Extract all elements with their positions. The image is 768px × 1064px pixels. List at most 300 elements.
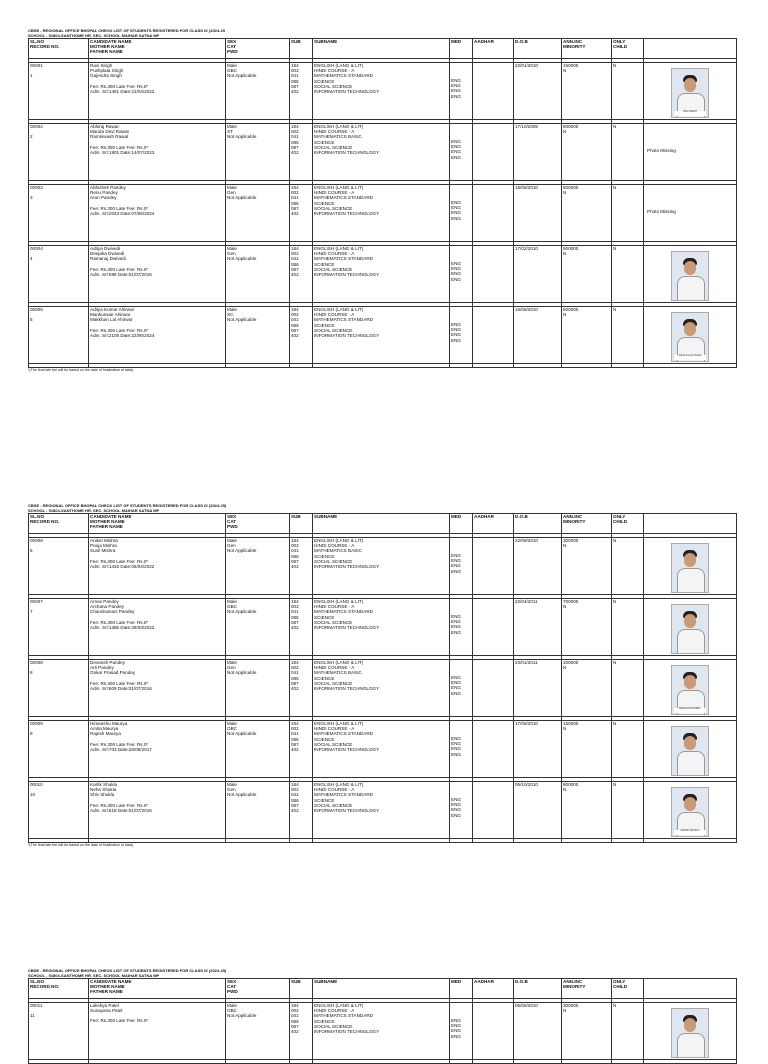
sex-category: Gen	[227, 543, 236, 549]
checklist-page	[28, 28, 736, 373]
candidate-info: Mankunwar Ahirwar	[90, 312, 131, 318]
subject-code: 086	[291, 200, 299, 206]
income-minority: N	[563, 726, 567, 732]
table-cell	[562, 63, 612, 120]
table-cell	[290, 599, 313, 656]
table-cell	[644, 538, 737, 595]
table-cell	[473, 307, 514, 364]
sex-category: OBC	[227, 726, 237, 732]
header-cell	[644, 514, 737, 534]
table-cell	[562, 246, 612, 303]
date-of-birth: 22/09/2010	[515, 538, 538, 543]
medium: ENG	[451, 200, 461, 205]
subject-name: HINDI COURSE - A	[314, 68, 355, 74]
medium: ENG	[451, 276, 461, 282]
table-cell	[450, 660, 473, 717]
header-label: MOTHER NAME	[90, 984, 125, 990]
only-child: N	[613, 307, 617, 312]
subject-code: 402	[291, 686, 299, 692]
header-cell	[644, 979, 737, 999]
serial-number: 6	[30, 548, 33, 554]
income-minority: N	[563, 68, 567, 74]
header-label: CAT	[227, 984, 237, 990]
header-label: ANN.INC	[563, 979, 583, 984]
medium-list	[451, 538, 471, 574]
header-cell	[290, 39, 313, 59]
header-label: SEX	[227, 39, 237, 44]
subject-name: SOCIAL SCIENCE	[314, 1023, 353, 1029]
table-row	[29, 538, 737, 595]
table-cell	[89, 307, 226, 364]
subject-code: 002	[291, 665, 299, 671]
sex-category: OBC	[227, 1008, 237, 1014]
subject-name: HINDI COURSE - A	[314, 665, 355, 671]
subject-code: 086	[291, 322, 299, 328]
admission-info: Adm. Srl:703 Date:28/06/2017	[90, 746, 152, 752]
medium: ENG	[451, 83, 461, 89]
candidate-info: Sunayana Patel	[90, 1008, 123, 1014]
photo-cell	[645, 246, 735, 302]
table-cell	[29, 124, 89, 181]
subject-code: 402	[291, 747, 299, 753]
table-cell	[226, 185, 290, 242]
table-row	[29, 307, 737, 364]
income-minority: N	[563, 1008, 567, 1014]
table-cell	[450, 63, 473, 120]
header-label: ANN.INC	[563, 39, 583, 44]
record-number: 00007	[30, 599, 43, 604]
subject-name: SOCIAL SCIENCE	[314, 205, 353, 211]
header-label: SUB	[291, 979, 301, 984]
subject-name: MATHEMATICS STANDARD	[314, 609, 373, 615]
table-cell	[612, 185, 644, 242]
pwd-status: Not Applicable	[227, 1013, 257, 1019]
date-of-birth: 17/02/2010	[515, 246, 538, 251]
table-cell	[29, 599, 89, 656]
table-cell	[313, 63, 450, 120]
candidate-info: Himanshu Maurya	[90, 721, 128, 726]
medium: ENG	[451, 1033, 461, 1039]
medium: ENG	[451, 139, 461, 144]
subject-code: 184	[291, 124, 299, 129]
header-label: FATHER NAME	[90, 49, 123, 55]
header-label: SEX	[227, 514, 237, 519]
table-cell	[514, 721, 562, 778]
header-cell	[290, 514, 313, 534]
medium-list	[451, 246, 471, 282]
header-cell	[89, 979, 226, 999]
subject-code: 002	[291, 726, 299, 732]
table-cell	[29, 63, 89, 120]
table-cell	[612, 538, 644, 595]
table-cell	[29, 660, 89, 717]
student-photo	[671, 726, 709, 776]
header-cell	[473, 514, 514, 534]
sex-category: Gen	[227, 251, 236, 257]
subject-name: SCIENCE	[314, 322, 335, 328]
table-cell	[450, 599, 473, 656]
table-cell	[514, 782, 562, 839]
medium: ENG	[451, 266, 461, 272]
header-label: SUB	[291, 514, 301, 519]
header-label: ONLY	[613, 514, 626, 519]
subject-code: 041	[291, 670, 299, 676]
subject-name: SCIENCE	[314, 797, 335, 803]
record-number: 00005	[30, 307, 43, 312]
header-cell	[612, 39, 644, 59]
page-title: CBSE - REGIONAL OFFICE BHOPAL CHECK LIST OF STUDENTS REGISTERED FOR CLASS IX (2024-25)	[28, 968, 227, 973]
subject-code: 087	[291, 558, 299, 564]
subject-code: 002	[291, 129, 299, 135]
table-cell	[290, 63, 313, 120]
subject-code: 402	[291, 808, 299, 814]
subject-name: MATHEMATICS BASIC	[314, 134, 362, 140]
table-header-row	[29, 514, 737, 534]
table-cell	[226, 246, 290, 303]
candidate-info: Gajendra Singh	[90, 73, 122, 79]
header-cell	[313, 514, 450, 534]
serial-number: 2	[30, 134, 33, 140]
candidate-info: Abhishek Pandey	[90, 185, 126, 190]
sex-category: Gen	[227, 787, 236, 793]
only-child: N	[613, 1003, 617, 1008]
serial-number: 5	[30, 317, 33, 323]
medium: ENG	[451, 1018, 461, 1023]
table-cell	[29, 721, 89, 778]
serial-number: 1	[30, 73, 33, 79]
fee-info: Fee: Rs.300 Late Fee: Rs.0*	[90, 741, 149, 747]
header-cell	[562, 39, 612, 59]
table-cell	[473, 185, 514, 242]
medium: ENG	[451, 327, 461, 333]
table-cell	[313, 721, 450, 778]
header-label: RECORD NO.	[30, 519, 60, 525]
table-cell	[612, 599, 644, 656]
table-cell	[313, 782, 450, 839]
serial-number: 3	[30, 195, 33, 201]
table-cell	[644, 246, 737, 303]
header-cell	[644, 39, 737, 59]
pwd-status: Not Applicable	[227, 317, 257, 323]
header-cell	[562, 514, 612, 534]
table-cell	[89, 185, 226, 242]
table-cell	[450, 721, 473, 778]
pwd-status: Not Applicable	[227, 195, 257, 201]
subject-name: INFORMATION TECHNOLOGY	[314, 89, 380, 95]
medium: ENG	[451, 797, 461, 802]
admission-info: Adm. Srl:2105 Date:22/06/2024	[90, 332, 155, 338]
table-cell	[514, 538, 562, 595]
sex-category: OBC	[227, 68, 237, 74]
table-cell	[29, 1003, 89, 1060]
sex-category: Male	[227, 599, 237, 604]
date-of-birth: 17/10/2008	[515, 124, 538, 129]
header-cell	[89, 514, 226, 534]
header-label: AADHAR	[474, 39, 494, 44]
header-label: FATHER NAME	[90, 989, 123, 995]
table-row	[29, 782, 737, 839]
subject-name: ENGLISH (LANG & LIT)	[314, 660, 364, 665]
candidate-info: Shiv Shukla	[90, 792, 115, 798]
table-end-row	[29, 839, 737, 843]
candidate-info: Devansh Pandey	[90, 660, 125, 665]
serial-number: 10	[30, 792, 36, 798]
subject-code: 087	[291, 802, 299, 808]
subject-name: HINDI COURSE - A	[314, 726, 355, 732]
header-label: SL.NO	[30, 979, 45, 984]
table-cell	[562, 599, 612, 656]
header-label: CANDIDATE NAME	[90, 39, 132, 44]
table-cell	[644, 63, 737, 120]
medium: ENG	[451, 741, 461, 747]
table-cell	[89, 721, 226, 778]
subject-name: MATHEMATICS STANDARD	[314, 73, 373, 79]
income-minority: 800000	[563, 782, 579, 787]
table-cell	[562, 124, 612, 181]
table-cell	[89, 782, 226, 839]
header-label: MOTHER NAME	[90, 44, 125, 50]
fee-info: Fee: Rs.300 Late Fee: Rs.0*	[90, 327, 149, 333]
subject-name: MATHEMATICS BASIC	[314, 670, 362, 676]
fee-info: Fee: Rs.300 Late Fee: Rs.0*	[90, 680, 149, 686]
subject-name: ENGLISH (LANG & LIT)	[314, 307, 364, 312]
photo-missing-label: Photo Missing	[647, 209, 676, 214]
header-label: MINORITY	[563, 44, 586, 50]
medium: ENG	[451, 78, 461, 83]
table-cell	[450, 307, 473, 364]
subject-name: HINDI COURSE - A	[314, 1008, 355, 1014]
subject-code: 402	[291, 333, 299, 339]
subject-code: 041	[291, 548, 299, 554]
header-label: MED	[451, 39, 462, 44]
medium: ENG	[451, 568, 461, 574]
table-cell	[562, 1003, 612, 1060]
subject-code: 402	[291, 150, 299, 156]
record-number: 00003	[30, 185, 43, 190]
subject-name: SCIENCE	[314, 261, 335, 267]
subject-name: ENGLISH (LANG & LIT)	[314, 721, 364, 726]
table-row	[29, 185, 737, 242]
header-label: SUBNAME	[314, 514, 338, 519]
serial-number: 11	[30, 1013, 35, 1019]
only-child: N	[613, 782, 617, 787]
medium: ENG	[451, 619, 461, 625]
footnote: *(The final late fee will be based on the date of finalization of data)	[28, 368, 134, 372]
student-photo	[671, 68, 709, 118]
subject-code: 041	[291, 317, 299, 323]
header-cell	[29, 979, 89, 999]
subject-name: SOCIAL SCIENCE	[314, 83, 353, 89]
header-label: SL.NO	[30, 514, 45, 519]
subject-name: INFORMATION TECHNOLOGY	[314, 150, 380, 156]
header-label: D.O.B	[515, 979, 528, 984]
table-cell	[290, 124, 313, 181]
table-cell	[226, 63, 290, 120]
table-cell	[313, 599, 450, 656]
subject-code: 086	[291, 261, 299, 267]
medium: ENG	[451, 271, 461, 277]
date-of-birth: 17/06/2010	[515, 721, 538, 726]
student-table	[28, 978, 737, 1064]
header-label: ONLY	[613, 979, 626, 984]
admission-info: Adm. Srl:2043 Date:07/06/2024	[90, 210, 155, 216]
subject-code: 041	[291, 195, 299, 201]
header-cell	[612, 514, 644, 534]
subject-name: MATHEMATICS BASIC	[314, 548, 362, 554]
subject-name: INFORMATION TECHNOLOGY	[314, 686, 380, 692]
header-label: PWD	[227, 524, 238, 530]
header-label: CANDIDATE NAME	[90, 979, 132, 984]
subject-name: SCIENCE	[314, 553, 335, 559]
photo-caption: KARTIK SHUKLA	[674, 830, 706, 835]
table-cell	[562, 660, 612, 717]
subject-name: SCIENCE	[314, 200, 335, 206]
subject-name: INFORMATION TECHNOLOGY	[314, 808, 380, 814]
subject-name: SOCIAL SCIENCE	[314, 144, 353, 150]
medium-list	[451, 63, 471, 99]
subject-name: SCIENCE	[314, 736, 335, 742]
subject-code: 087	[291, 327, 299, 333]
date-of-birth: 05/05/2010	[515, 1003, 538, 1008]
subject-name: SOCIAL SCIENCE	[314, 266, 353, 272]
table-cell	[29, 538, 89, 595]
table-cell	[29, 246, 89, 303]
table-cell	[562, 538, 612, 595]
table-cell	[89, 1003, 226, 1060]
subject-code: 002	[291, 68, 299, 74]
table-header-row	[29, 979, 737, 999]
table-row	[29, 124, 737, 181]
subject-name: SOCIAL SCIENCE	[314, 327, 353, 333]
subject-code: 086	[291, 797, 299, 803]
table-cell	[562, 721, 612, 778]
header-label: D.O.B	[515, 39, 528, 44]
subject-code: 002	[291, 190, 299, 196]
sex-category: Male	[227, 782, 237, 787]
subject-code: 041	[291, 1013, 299, 1019]
page-title: CBSE - REGIONAL OFFICE BHOPAL CHECK LIST OF STUDENTS REGISTERED FOR CLASS IX (2024-25)	[28, 503, 227, 508]
pwd-status: Not Applicable	[227, 134, 257, 140]
subject-name: SOCIAL SCIENCE	[314, 802, 353, 808]
photo-cell	[645, 782, 735, 838]
photo-missing-label: Photo Missing	[647, 148, 676, 153]
candidate-info: Renu Pandey	[90, 190, 118, 196]
medium: ENG	[451, 746, 461, 752]
medium: ENG	[451, 736, 461, 741]
table-row	[29, 246, 737, 303]
photo-cell	[645, 538, 735, 594]
candidate-info: Ramniwash Rawat	[90, 134, 129, 140]
subject-name: INFORMATION TECHNOLOGY	[314, 1029, 380, 1035]
candidate-info: Deepika Dwivedi	[90, 251, 125, 257]
student-photo	[671, 312, 709, 362]
photo-caption: Aditya Kumar Ahirwar	[674, 355, 706, 360]
fee-info: Fee: Rs.300 Late Fee: Rs.0*	[90, 1018, 149, 1024]
header-label: MINORITY	[563, 984, 586, 990]
table-cell	[514, 660, 562, 717]
medium-list	[451, 307, 471, 343]
subject-code: 087	[291, 619, 299, 625]
pwd-status: Not Applicable	[227, 609, 257, 615]
table-cell	[612, 307, 644, 364]
medium: ENG	[451, 685, 461, 691]
photo-cell	[645, 1003, 735, 1059]
candidate-info: Manda Devi Rawat	[90, 129, 129, 135]
fee-info: Fee: Rs.300 Late Fee: Rs.0*	[90, 558, 149, 564]
header-cell	[562, 979, 612, 999]
table-cell	[313, 660, 450, 717]
subject-name: ENGLISH (LANG & LIT)	[314, 782, 364, 787]
table-cell	[226, 599, 290, 656]
table-end-row	[29, 1060, 737, 1064]
sex-category: SC	[227, 312, 234, 318]
only-child: N	[613, 124, 617, 129]
serial-number: 8	[30, 670, 33, 676]
date-of-birth: 22/04/2011	[515, 599, 538, 604]
candidate-info: Rajesh Maurya	[90, 731, 121, 737]
table-cell	[226, 307, 290, 364]
subject-code: 041	[291, 731, 299, 737]
subject-name: MATHEMATICS STANDARD	[314, 195, 373, 201]
pwd-status: Not Applicable	[227, 792, 257, 798]
table-cell	[290, 660, 313, 717]
only-child: N	[613, 63, 617, 68]
medium: ENG	[451, 624, 461, 630]
table-cell	[473, 721, 514, 778]
subject-code: 184	[291, 307, 299, 312]
subject-name: ENGLISH (LANG & LIT)	[314, 1003, 364, 1008]
fee-info: Fee: Rs.300 Late Fee: Rs.0*	[90, 802, 149, 808]
subject-name: HINDI COURSE - A	[314, 787, 355, 793]
table-cell	[514, 124, 562, 181]
subject-name: ENGLISH (LANG & LIT)	[314, 538, 364, 543]
table-cell	[473, 660, 514, 717]
date-of-birth: 05/10/2010	[515, 782, 538, 787]
subject-code: 086	[291, 614, 299, 620]
table-cell	[313, 538, 450, 595]
candidate-info: Aditya Dwivedi	[90, 246, 121, 251]
fee-info: Fee: Rs.300 Late Fee: Rs.0*	[90, 83, 149, 89]
medium: ENG	[451, 751, 461, 757]
table-cell	[290, 721, 313, 778]
table-cell	[450, 185, 473, 242]
table-cell	[313, 246, 450, 303]
sex-category: OBC	[227, 604, 237, 610]
subject-code: 041	[291, 256, 299, 262]
header-label: ONLY	[613, 39, 626, 44]
record-number: 00008	[30, 660, 43, 665]
medium: ENG	[451, 322, 461, 327]
date-of-birth: 16/06/2010	[515, 307, 538, 312]
candidate-info: Ramanuj Dwivedi	[90, 256, 126, 262]
admission-info: Adm. Srl:609 Date:01/07/2016	[90, 685, 152, 691]
photo-caption: DEVANSH PANDEY	[674, 708, 706, 713]
table-cell	[612, 660, 644, 717]
table-cell	[89, 63, 226, 120]
table-cell	[290, 246, 313, 303]
table-cell	[644, 599, 737, 656]
medium: ENG	[451, 215, 461, 221]
header-cell	[514, 979, 562, 999]
subject-code: 184	[291, 782, 299, 787]
fee-info: Fee: Rs.300 Late Fee: Rs.0*	[90, 619, 149, 625]
subject-code: 086	[291, 553, 299, 559]
admission-info: Adm. Srl:1481 Date:21/04/2022	[90, 88, 155, 94]
subject-code: 184	[291, 660, 299, 665]
medium-list	[451, 721, 471, 757]
subject-name: SOCIAL SCIENCE	[314, 741, 353, 747]
medium: ENG	[451, 629, 461, 635]
